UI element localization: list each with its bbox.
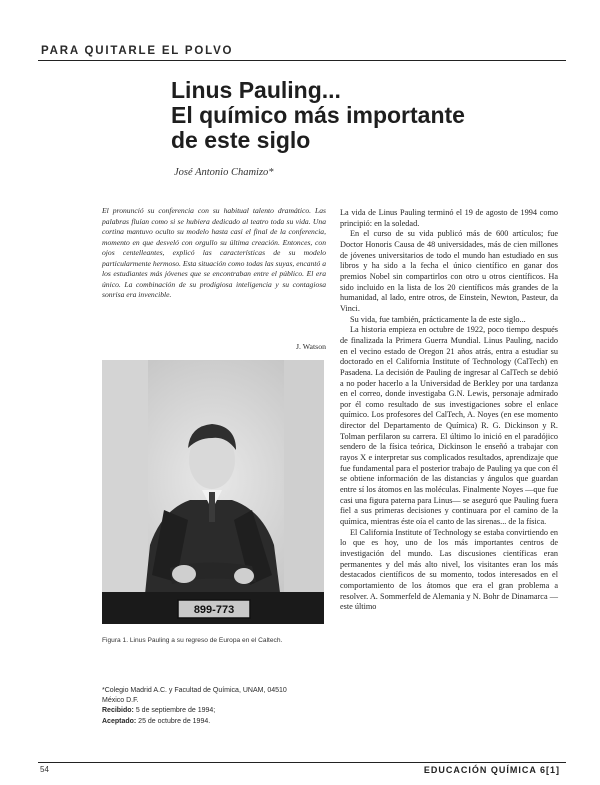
accepted-date: 25 de octubre de 1994. <box>136 717 211 725</box>
body-column <box>340 208 558 613</box>
license-plate-text: 899-773 <box>193 604 235 616</box>
journal-name: EDUCACIÓN QUÍMICA 6[1] <box>423 765 560 775</box>
page-number: 54 <box>40 765 49 774</box>
received-date: 5 de septiembre de 1994; <box>133 707 216 715</box>
portrait-photo <box>102 360 324 624</box>
section-label: PARA QUITARLE EL POLVO <box>41 45 234 57</box>
footnote <box>102 686 338 727</box>
top-rule <box>38 60 566 61</box>
body-paragraph-3: Su vida, fue también, prácticamente la de este siglo... <box>350 314 526 324</box>
affiliation-line-1: *Colegio Madrid A.C. y Facultad de Química, UNAM, 04510 <box>102 687 287 694</box>
epigraph-quote: El pronunció su conferencia con su habitual talento dramático. Las palabras fluían como si se hubiera dedicado al teatro toda su vida. Una cortina mantuvo oculto su modelo hasta casi el final de la conferencia, momento en que desveló con orgullo su última creación. Entonces, con ojos centelleantes, explicó las características de su modelo particularmente hermoso. Esta situación como todas las suyas, encantó a los estudiantes más jóvenes que se encontraban entre el público. El era único. La combinación de su prodigiosa inteligencia y su contagiosa sonrisa era invencible. <box>102 206 326 299</box>
body-paragraph-5: El California Institute of Technology se estaba convirtiendo en lo que es hoy, uno de los más importantes centros de investigación del mundo. Las discusiones científicas eran permanentes y del más alto nivel, los visitantes eran los más destacados científicos de su momento, todos interesados en el comportamiento de los átomos que era el gran problema a resolver. A. Sommerfeld de Alemania y N. Bohr de Dinamarca —este último <box>340 527 558 612</box>
bottom-rule <box>38 762 566 763</box>
received-label: Recibido: <box>102 707 134 715</box>
article-title <box>171 78 571 153</box>
figure-caption: Figura 1. Linus Pauling a su regreso de Europa en el Caltech. <box>102 637 283 644</box>
title-line-2: El químico más importante <box>171 102 465 128</box>
epigraph-signature: J. Watson <box>296 342 326 351</box>
accepted-line <box>102 717 338 727</box>
title-line-3: de este siglo <box>171 127 311 153</box>
received-line <box>102 706 338 716</box>
body-paragraph-4: La historia empieza en octubre de 1922, poco tiempo después de finalizada la Primera Guerra Mundial. Linus Pauling, nacido en el vecino estado de Oregon 21 años atrás, entra a estudiar su doctorado en el California Institute of Technology (CalTech) en Pasadena. La decisión de Pauling de ingresar al CalTech se debió a no poder hacerlo a la Universidad de Berkley por una tardanza en el correo, donde investigaba G.N. Lewis, personaje admirado por él como resultado de sus investigaciones sobre el enlace químico. Los profesores del CalTech, A. Noyes (en ese momento director del Departamento de Química) R. G. Dickinson y R. Tolman perfilaron su carrera. El último lo inició en el paradójico sendero de la física teórica, Dickinson le enseñó a trabajar con rayos X e interpretar sus complicados resultados, aprendizaje que fue fundamental para el posterior trabajo de Pauling ya que con él se obtiene información de las distancias y ángulos que guardan entre sí los átomos en las moléculas. Finalmente Noyes —que fue casi una figura paterna para Linus— se aseguró que Pauling fuera fiel a sus primeras decisiones y continuara por el camino de la química, mientras éste oía el canto de las sirenas... de la física. <box>340 325 558 527</box>
affiliation-line-2: México D.F. <box>102 697 139 705</box>
portrait-photo-graphic <box>102 360 324 624</box>
body-paragraph-1: La vida de Linus Pauling terminó el 19 de agosto de 1994 como principió: en la soledad. <box>340 208 558 228</box>
accepted-label: Aceptado: <box>102 717 137 725</box>
body-paragraph-2: En el curso de su vida publicó más de 600 artículos; fue Doctor Honoris Causa de 48 universidades, más de cien millones de jóvenes universitarios de todo el mundo han estudiado en sus libros y ha sido a la fecha el único científico en ganar dos premios Nobel sin compartirlos con otro u otros científicos. Ha sido incluido en la lista de los 20 científicos más grandes de la humanidad, al lado, entre otros, de Einstein, Newton, Pasteur, da Vinci. <box>340 229 558 313</box>
title-line-1: Linus Pauling... <box>171 77 341 103</box>
author-byline: José Antonio Chamizo* <box>174 167 274 178</box>
